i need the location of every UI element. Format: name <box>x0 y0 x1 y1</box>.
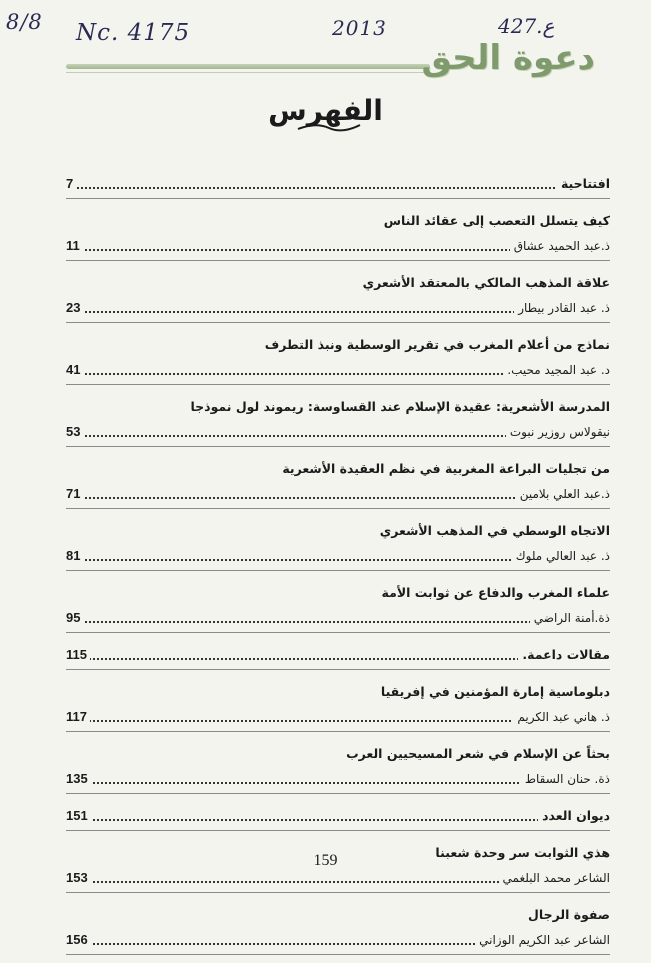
toc-separator <box>66 731 610 732</box>
header-rule <box>66 64 430 69</box>
toc-author: الشاعر عبد الكريم الوزاني <box>475 933 610 947</box>
toc-separator <box>66 830 610 831</box>
toc-row <box>66 207 610 229</box>
toc-author: ذ. هاني عبد الكريم <box>513 710 610 724</box>
toc-row <box>66 802 610 824</box>
toc-title: نماذج من أعلام المغرب في تقرير الوسطية ونبذ التطرف <box>261 337 610 352</box>
toc-entry <box>66 455 610 509</box>
toc-author: د. عبد المجيد محيب. <box>503 363 610 377</box>
toc-separator <box>66 632 610 633</box>
toc-row <box>66 542 610 564</box>
toc-separator <box>66 508 610 509</box>
toc-entry <box>66 641 610 670</box>
toc-entry <box>66 207 610 261</box>
toc-separator <box>66 198 610 199</box>
toc-title: من تجليات البراعة المغربية في نظم العقيدة الأشعرية <box>278 461 610 476</box>
toc-page-number: 23 <box>66 300 83 315</box>
toc-row <box>66 455 610 477</box>
toc-row <box>66 641 610 663</box>
toc-page-number: 156 <box>66 932 91 947</box>
title-swash-ornament <box>296 122 362 132</box>
toc-row <box>66 901 610 923</box>
toc-page-number: 53 <box>66 424 83 439</box>
toc-author: ذ. عبد القادر بيطار <box>514 301 610 315</box>
toc-title: دبلوماسية إمارة المؤمنين في إفريقيا <box>377 684 610 699</box>
toc-author: ذة. حنان السقاط <box>521 772 610 786</box>
toc-page-number: 153 <box>66 870 91 885</box>
toc-row <box>66 170 610 192</box>
handwritten-year: 2013 <box>332 16 387 40</box>
dot-leader <box>66 187 610 189</box>
toc-title: علاقة المذهب المالكي بالمعتقد الأشعري <box>359 275 610 290</box>
handwritten-call-number: Nc. 4175 <box>76 20 191 46</box>
toc-page-number: 135 <box>66 771 91 786</box>
toc-row <box>66 740 610 762</box>
toc-row <box>66 331 610 353</box>
toc-title: علماء المغرب والدفاع عن ثوابت الأمة <box>378 585 610 600</box>
toc-entry <box>66 170 610 199</box>
toc-entry <box>66 331 610 385</box>
toc-entry <box>66 678 610 732</box>
dot-leader <box>66 819 610 821</box>
toc-separator <box>66 669 610 670</box>
toc-author: الشاعر محمد البلغمي <box>499 871 610 885</box>
toc-title: هذي الثوابت سر وحدة شعبنا <box>431 845 610 860</box>
table-of-contents <box>66 170 610 963</box>
toc-entry <box>66 393 610 447</box>
toc-title: كيف يتسلل التعصب إلى عقائد الناس <box>380 213 610 228</box>
toc-separator <box>66 892 610 893</box>
toc-page-number: 11 <box>66 238 83 253</box>
toc-page-number: 41 <box>66 362 83 377</box>
toc-author: ذ.عبد العلي بلامين <box>516 487 610 501</box>
toc-row <box>66 294 610 316</box>
toc-page-number: 7 <box>66 176 76 191</box>
toc-row <box>66 579 610 601</box>
toc-row <box>66 418 610 440</box>
toc-title: الاتجاه الوسطي في المذهب الأشعري <box>376 523 610 538</box>
toc-separator <box>66 322 610 323</box>
toc-title: ديوان العدد <box>538 808 610 823</box>
toc-page-number: 81 <box>66 548 83 563</box>
toc-row <box>66 232 610 254</box>
toc-row <box>66 269 610 291</box>
header-rule-thin <box>66 72 430 73</box>
toc-author: ذ.عبد الحميد عشاق <box>510 239 610 253</box>
toc-row <box>66 703 610 725</box>
toc-page-number: 71 <box>66 486 83 501</box>
toc-title: المدرسة الأشعرية: عقيدة الإسلام عند القساوسة: ريموند لول نموذجا <box>186 399 610 414</box>
handwritten-page-mark: 8/8 <box>6 10 43 34</box>
magazine-logo: دعوة الحق <box>421 38 595 78</box>
toc-separator <box>66 384 610 385</box>
toc-entry <box>66 517 610 571</box>
page-number: 159 <box>313 852 338 869</box>
toc-separator <box>66 570 610 571</box>
toc-row <box>66 678 610 700</box>
toc-entry <box>66 269 610 323</box>
toc-page-number: 151 <box>66 808 91 823</box>
toc-separator <box>66 446 610 447</box>
toc-separator <box>66 260 610 261</box>
toc-row <box>66 926 610 948</box>
toc-entry <box>66 901 610 955</box>
handwritten-code: 427.ع <box>498 14 555 38</box>
toc-author: ذة.أمنة الراضي <box>530 611 610 625</box>
toc-row <box>66 517 610 539</box>
toc-row <box>66 393 610 415</box>
toc-entry <box>66 802 610 831</box>
toc-separator <box>66 954 610 955</box>
toc-title: صفوة الرجال <box>524 907 610 922</box>
toc-page-number: 117 <box>66 709 90 724</box>
page-title: الفهرس <box>268 94 383 127</box>
toc-row <box>66 765 610 787</box>
toc-title: بحثاً عن الإسلام في شعر المسيحيين العرب <box>342 746 610 761</box>
toc-author: ذ. عبد العالي ملوك <box>512 549 610 563</box>
toc-title: مقالات داعمة. <box>518 647 610 662</box>
toc-separator <box>66 793 610 794</box>
toc-page-number: 95 <box>66 610 83 625</box>
toc-entry <box>66 740 610 794</box>
toc-row <box>66 604 610 626</box>
toc-title: افتتاحية <box>557 176 610 191</box>
dot-leader <box>66 621 610 623</box>
toc-page-number: 115 <box>66 647 90 662</box>
toc-row <box>66 480 610 502</box>
toc-entry <box>66 579 610 633</box>
toc-author: نيقولاس روزير نبوت <box>506 425 610 439</box>
toc-row <box>66 356 610 378</box>
